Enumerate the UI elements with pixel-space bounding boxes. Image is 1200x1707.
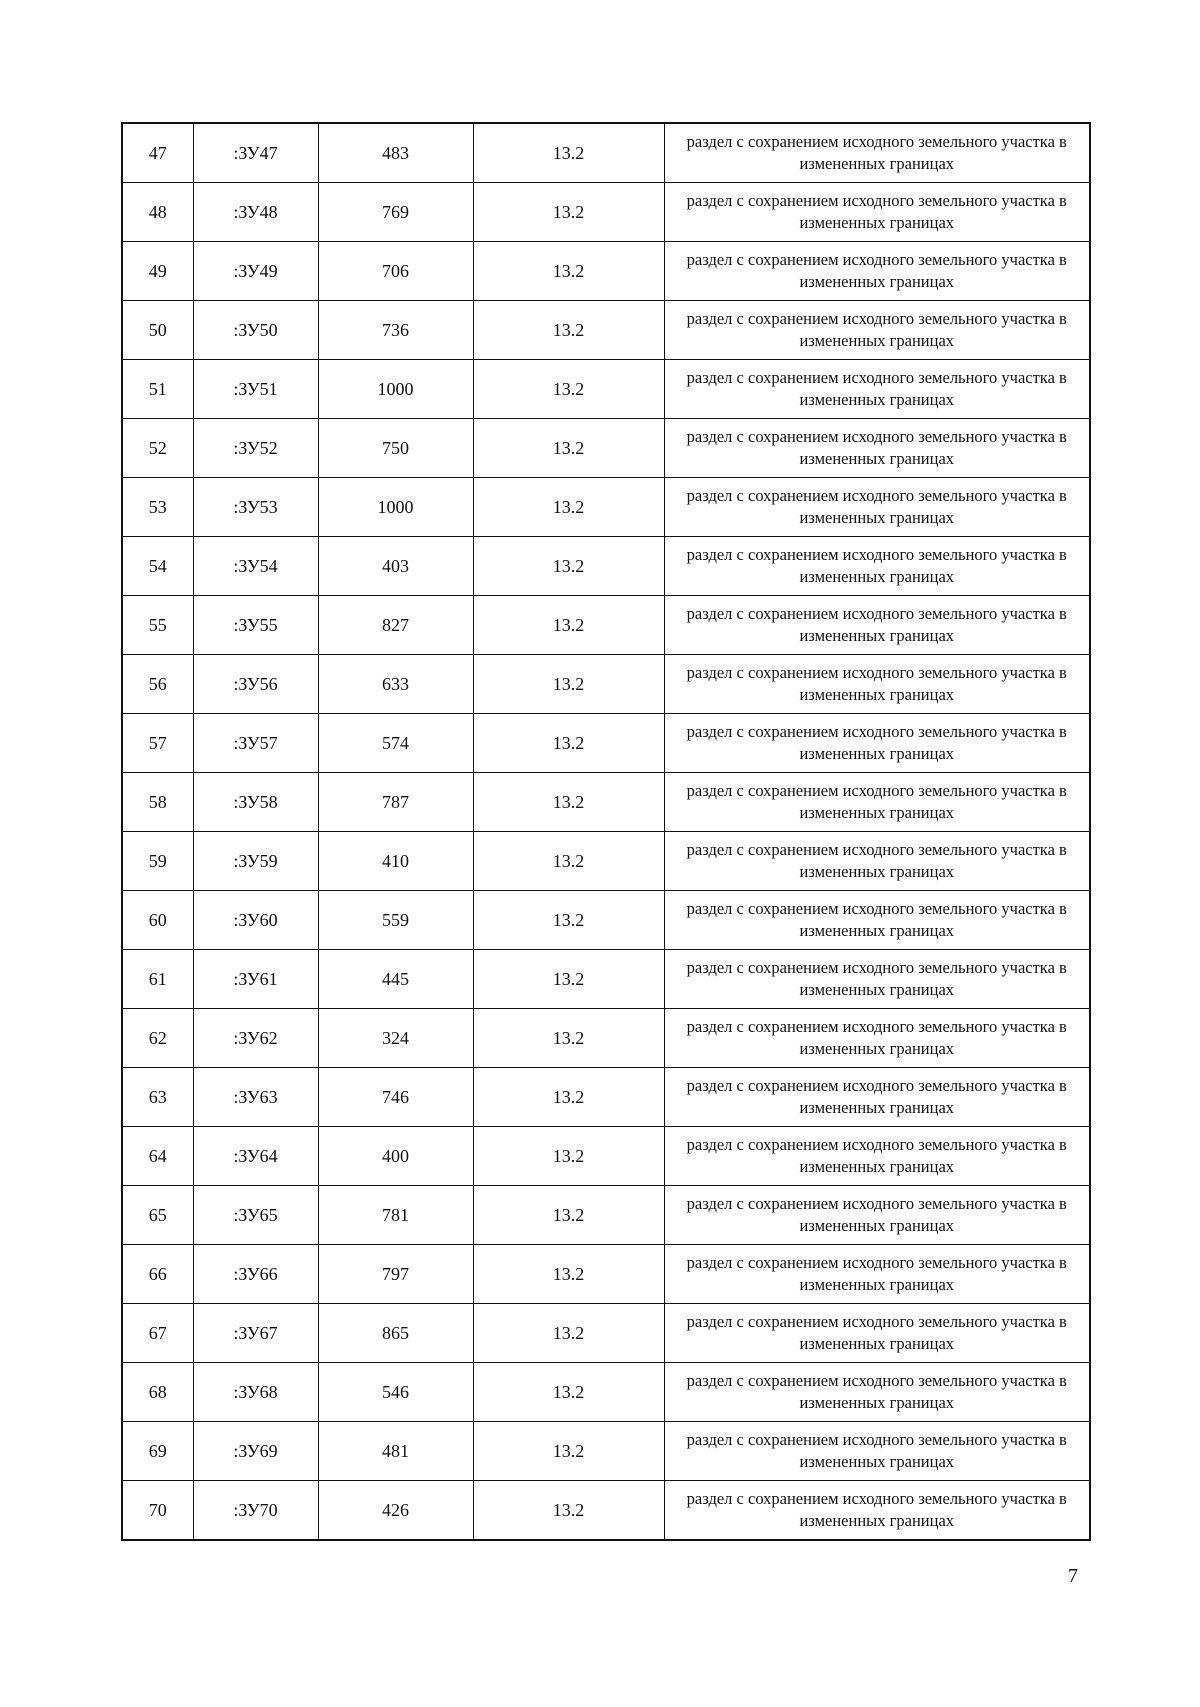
plot-id-cell: :ЗУ66 (193, 1245, 318, 1304)
area-cell: 574 (318, 714, 473, 773)
area-cell: 706 (318, 242, 473, 301)
table-row (122, 1127, 1090, 1186)
plot-id-cell: :ЗУ56 (193, 655, 318, 714)
area-cell: 1000 (318, 478, 473, 537)
table-body (122, 123, 1090, 1540)
use-code-cell: 13.2 (473, 301, 664, 360)
table-row (122, 596, 1090, 655)
row-number-cell: 60 (122, 891, 193, 950)
table-row (122, 832, 1090, 891)
table-row (122, 242, 1090, 301)
row-number-cell: 57 (122, 714, 193, 773)
table-row (122, 1009, 1090, 1068)
area-cell: 827 (318, 596, 473, 655)
row-number-cell: 49 (122, 242, 193, 301)
table-row (122, 419, 1090, 478)
note-cell: раздел с сохранением исходного земельного участка в измененных границах (664, 1304, 1090, 1363)
note-cell: раздел с сохранением исходного земельного участка в измененных границах (664, 537, 1090, 596)
row-number-cell: 50 (122, 301, 193, 360)
plot-id-cell: :ЗУ53 (193, 478, 318, 537)
land-plots-table (121, 122, 1091, 1541)
note-cell: раздел с сохранением исходного земельного участка в измененных границах (664, 478, 1090, 537)
use-code-cell: 13.2 (473, 183, 664, 242)
plot-id-cell: :ЗУ61 (193, 950, 318, 1009)
row-number-cell: 68 (122, 1363, 193, 1422)
table-row (122, 714, 1090, 773)
area-cell: 769 (318, 183, 473, 242)
plot-id-cell: :ЗУ68 (193, 1363, 318, 1422)
use-code-cell: 13.2 (473, 1422, 664, 1481)
row-number-cell: 53 (122, 478, 193, 537)
use-code-cell: 13.2 (473, 537, 664, 596)
note-cell: раздел с сохранением исходного земельного участка в измененных границах (664, 1245, 1090, 1304)
note-cell: раздел с сохранением исходного земельного участка в измененных границах (664, 891, 1090, 950)
plot-id-cell: :ЗУ65 (193, 1186, 318, 1245)
plot-id-cell: :ЗУ54 (193, 537, 318, 596)
table-row (122, 950, 1090, 1009)
use-code-cell: 13.2 (473, 478, 664, 537)
use-code-cell: 13.2 (473, 1186, 664, 1245)
use-code-cell: 13.2 (473, 242, 664, 301)
row-number-cell: 55 (122, 596, 193, 655)
row-number-cell: 47 (122, 123, 193, 183)
area-cell: 546 (318, 1363, 473, 1422)
area-cell: 781 (318, 1186, 473, 1245)
plot-id-cell: :ЗУ55 (193, 596, 318, 655)
use-code-cell: 13.2 (473, 1068, 664, 1127)
note-cell: раздел с сохранением исходного земельного участка в измененных границах (664, 1363, 1090, 1422)
note-cell: раздел с сохранением исходного земельного участка в измененных границах (664, 596, 1090, 655)
row-number-cell: 51 (122, 360, 193, 419)
use-code-cell: 13.2 (473, 1245, 664, 1304)
note-cell: раздел с сохранением исходного земельного участка в измененных границах (664, 773, 1090, 832)
area-cell: 400 (318, 1127, 473, 1186)
plot-id-cell: :ЗУ60 (193, 891, 318, 950)
table-row (122, 301, 1090, 360)
plot-id-cell: :ЗУ69 (193, 1422, 318, 1481)
table-row (122, 360, 1090, 419)
row-number-cell: 52 (122, 419, 193, 478)
area-cell: 746 (318, 1068, 473, 1127)
use-code-cell: 13.2 (473, 1363, 664, 1422)
area-cell: 426 (318, 1481, 473, 1541)
area-cell: 1000 (318, 360, 473, 419)
row-number-cell: 62 (122, 1009, 193, 1068)
use-code-cell: 13.2 (473, 419, 664, 478)
row-number-cell: 48 (122, 183, 193, 242)
plot-id-cell: :ЗУ67 (193, 1304, 318, 1363)
note-cell: раздел с сохранением исходного земельного участка в измененных границах (664, 1127, 1090, 1186)
note-cell: раздел с сохранением исходного земельного участка в измененных границах (664, 419, 1090, 478)
plot-id-cell: :ЗУ48 (193, 183, 318, 242)
note-cell: раздел с сохранением исходного земельного участка в измененных границах (664, 301, 1090, 360)
use-code-cell: 13.2 (473, 773, 664, 832)
area-cell: 481 (318, 1422, 473, 1481)
note-cell: раздел с сохранением исходного земельного участка в измененных границах (664, 832, 1090, 891)
table-row (122, 1363, 1090, 1422)
row-number-cell: 54 (122, 537, 193, 596)
plot-id-cell: :ЗУ52 (193, 419, 318, 478)
use-code-cell: 13.2 (473, 891, 664, 950)
row-number-cell: 67 (122, 1304, 193, 1363)
plot-id-cell: :ЗУ62 (193, 1009, 318, 1068)
note-cell: раздел с сохранением исходного земельного участка в измененных границах (664, 950, 1090, 1009)
area-cell: 410 (318, 832, 473, 891)
table-row (122, 1481, 1090, 1541)
table-row (122, 183, 1090, 242)
row-number-cell: 64 (122, 1127, 193, 1186)
area-cell: 797 (318, 1245, 473, 1304)
note-cell: раздел с сохранением исходного земельного участка в измененных границах (664, 123, 1090, 183)
area-cell: 445 (318, 950, 473, 1009)
plot-id-cell: :ЗУ49 (193, 242, 318, 301)
plot-id-cell: :ЗУ58 (193, 773, 318, 832)
use-code-cell: 13.2 (473, 950, 664, 1009)
plot-id-cell: :ЗУ63 (193, 1068, 318, 1127)
table-row (122, 1068, 1090, 1127)
row-number-cell: 69 (122, 1422, 193, 1481)
page-number: 7 (1068, 1565, 1078, 1587)
note-cell: раздел с сохранением исходного земельного участка в измененных границах (664, 1481, 1090, 1541)
area-cell: 559 (318, 891, 473, 950)
table-row (122, 123, 1090, 183)
note-cell: раздел с сохранением исходного земельного участка в измененных границах (664, 360, 1090, 419)
row-number-cell: 63 (122, 1068, 193, 1127)
area-cell: 865 (318, 1304, 473, 1363)
table-row (122, 773, 1090, 832)
area-cell: 324 (318, 1009, 473, 1068)
plot-id-cell: :ЗУ47 (193, 123, 318, 183)
note-cell: раздел с сохранением исходного земельного участка в измененных границах (664, 242, 1090, 301)
table-row (122, 1245, 1090, 1304)
table-row (122, 1304, 1090, 1363)
use-code-cell: 13.2 (473, 123, 664, 183)
note-cell: раздел с сохранением исходного земельного участка в измененных границах (664, 1422, 1090, 1481)
note-cell: раздел с сохранением исходного земельного участка в измененных границах (664, 714, 1090, 773)
table-row (122, 1422, 1090, 1481)
use-code-cell: 13.2 (473, 1009, 664, 1068)
use-code-cell: 13.2 (473, 596, 664, 655)
use-code-cell: 13.2 (473, 1304, 664, 1363)
row-number-cell: 61 (122, 950, 193, 1009)
plot-id-cell: :ЗУ70 (193, 1481, 318, 1541)
table-row (122, 655, 1090, 714)
row-number-cell: 70 (122, 1481, 193, 1541)
row-number-cell: 56 (122, 655, 193, 714)
table-row (122, 478, 1090, 537)
table-row (122, 891, 1090, 950)
plot-id-cell: :ЗУ59 (193, 832, 318, 891)
plot-id-cell: :ЗУ57 (193, 714, 318, 773)
area-cell: 750 (318, 419, 473, 478)
note-cell: раздел с сохранением исходного земельного участка в измененных границах (664, 1068, 1090, 1127)
area-cell: 787 (318, 773, 473, 832)
note-cell: раздел с сохранением исходного земельного участка в измененных границах (664, 1186, 1090, 1245)
table-row (122, 537, 1090, 596)
area-cell: 483 (318, 123, 473, 183)
use-code-cell: 13.2 (473, 655, 664, 714)
use-code-cell: 13.2 (473, 714, 664, 773)
use-code-cell: 13.2 (473, 360, 664, 419)
note-cell: раздел с сохранением исходного земельного участка в измененных границах (664, 183, 1090, 242)
note-cell: раздел с сохранением исходного земельного участка в измененных границах (664, 655, 1090, 714)
area-cell: 403 (318, 537, 473, 596)
row-number-cell: 66 (122, 1245, 193, 1304)
row-number-cell: 59 (122, 832, 193, 891)
row-number-cell: 65 (122, 1186, 193, 1245)
plot-id-cell: :ЗУ64 (193, 1127, 318, 1186)
area-cell: 736 (318, 301, 473, 360)
plot-id-cell: :ЗУ51 (193, 360, 318, 419)
row-number-cell: 58 (122, 773, 193, 832)
plot-id-cell: :ЗУ50 (193, 301, 318, 360)
table-row (122, 1186, 1090, 1245)
area-cell: 633 (318, 655, 473, 714)
use-code-cell: 13.2 (473, 1127, 664, 1186)
use-code-cell: 13.2 (473, 1481, 664, 1541)
note-cell: раздел с сохранением исходного земельного участка в измененных границах (664, 1009, 1090, 1068)
use-code-cell: 13.2 (473, 832, 664, 891)
